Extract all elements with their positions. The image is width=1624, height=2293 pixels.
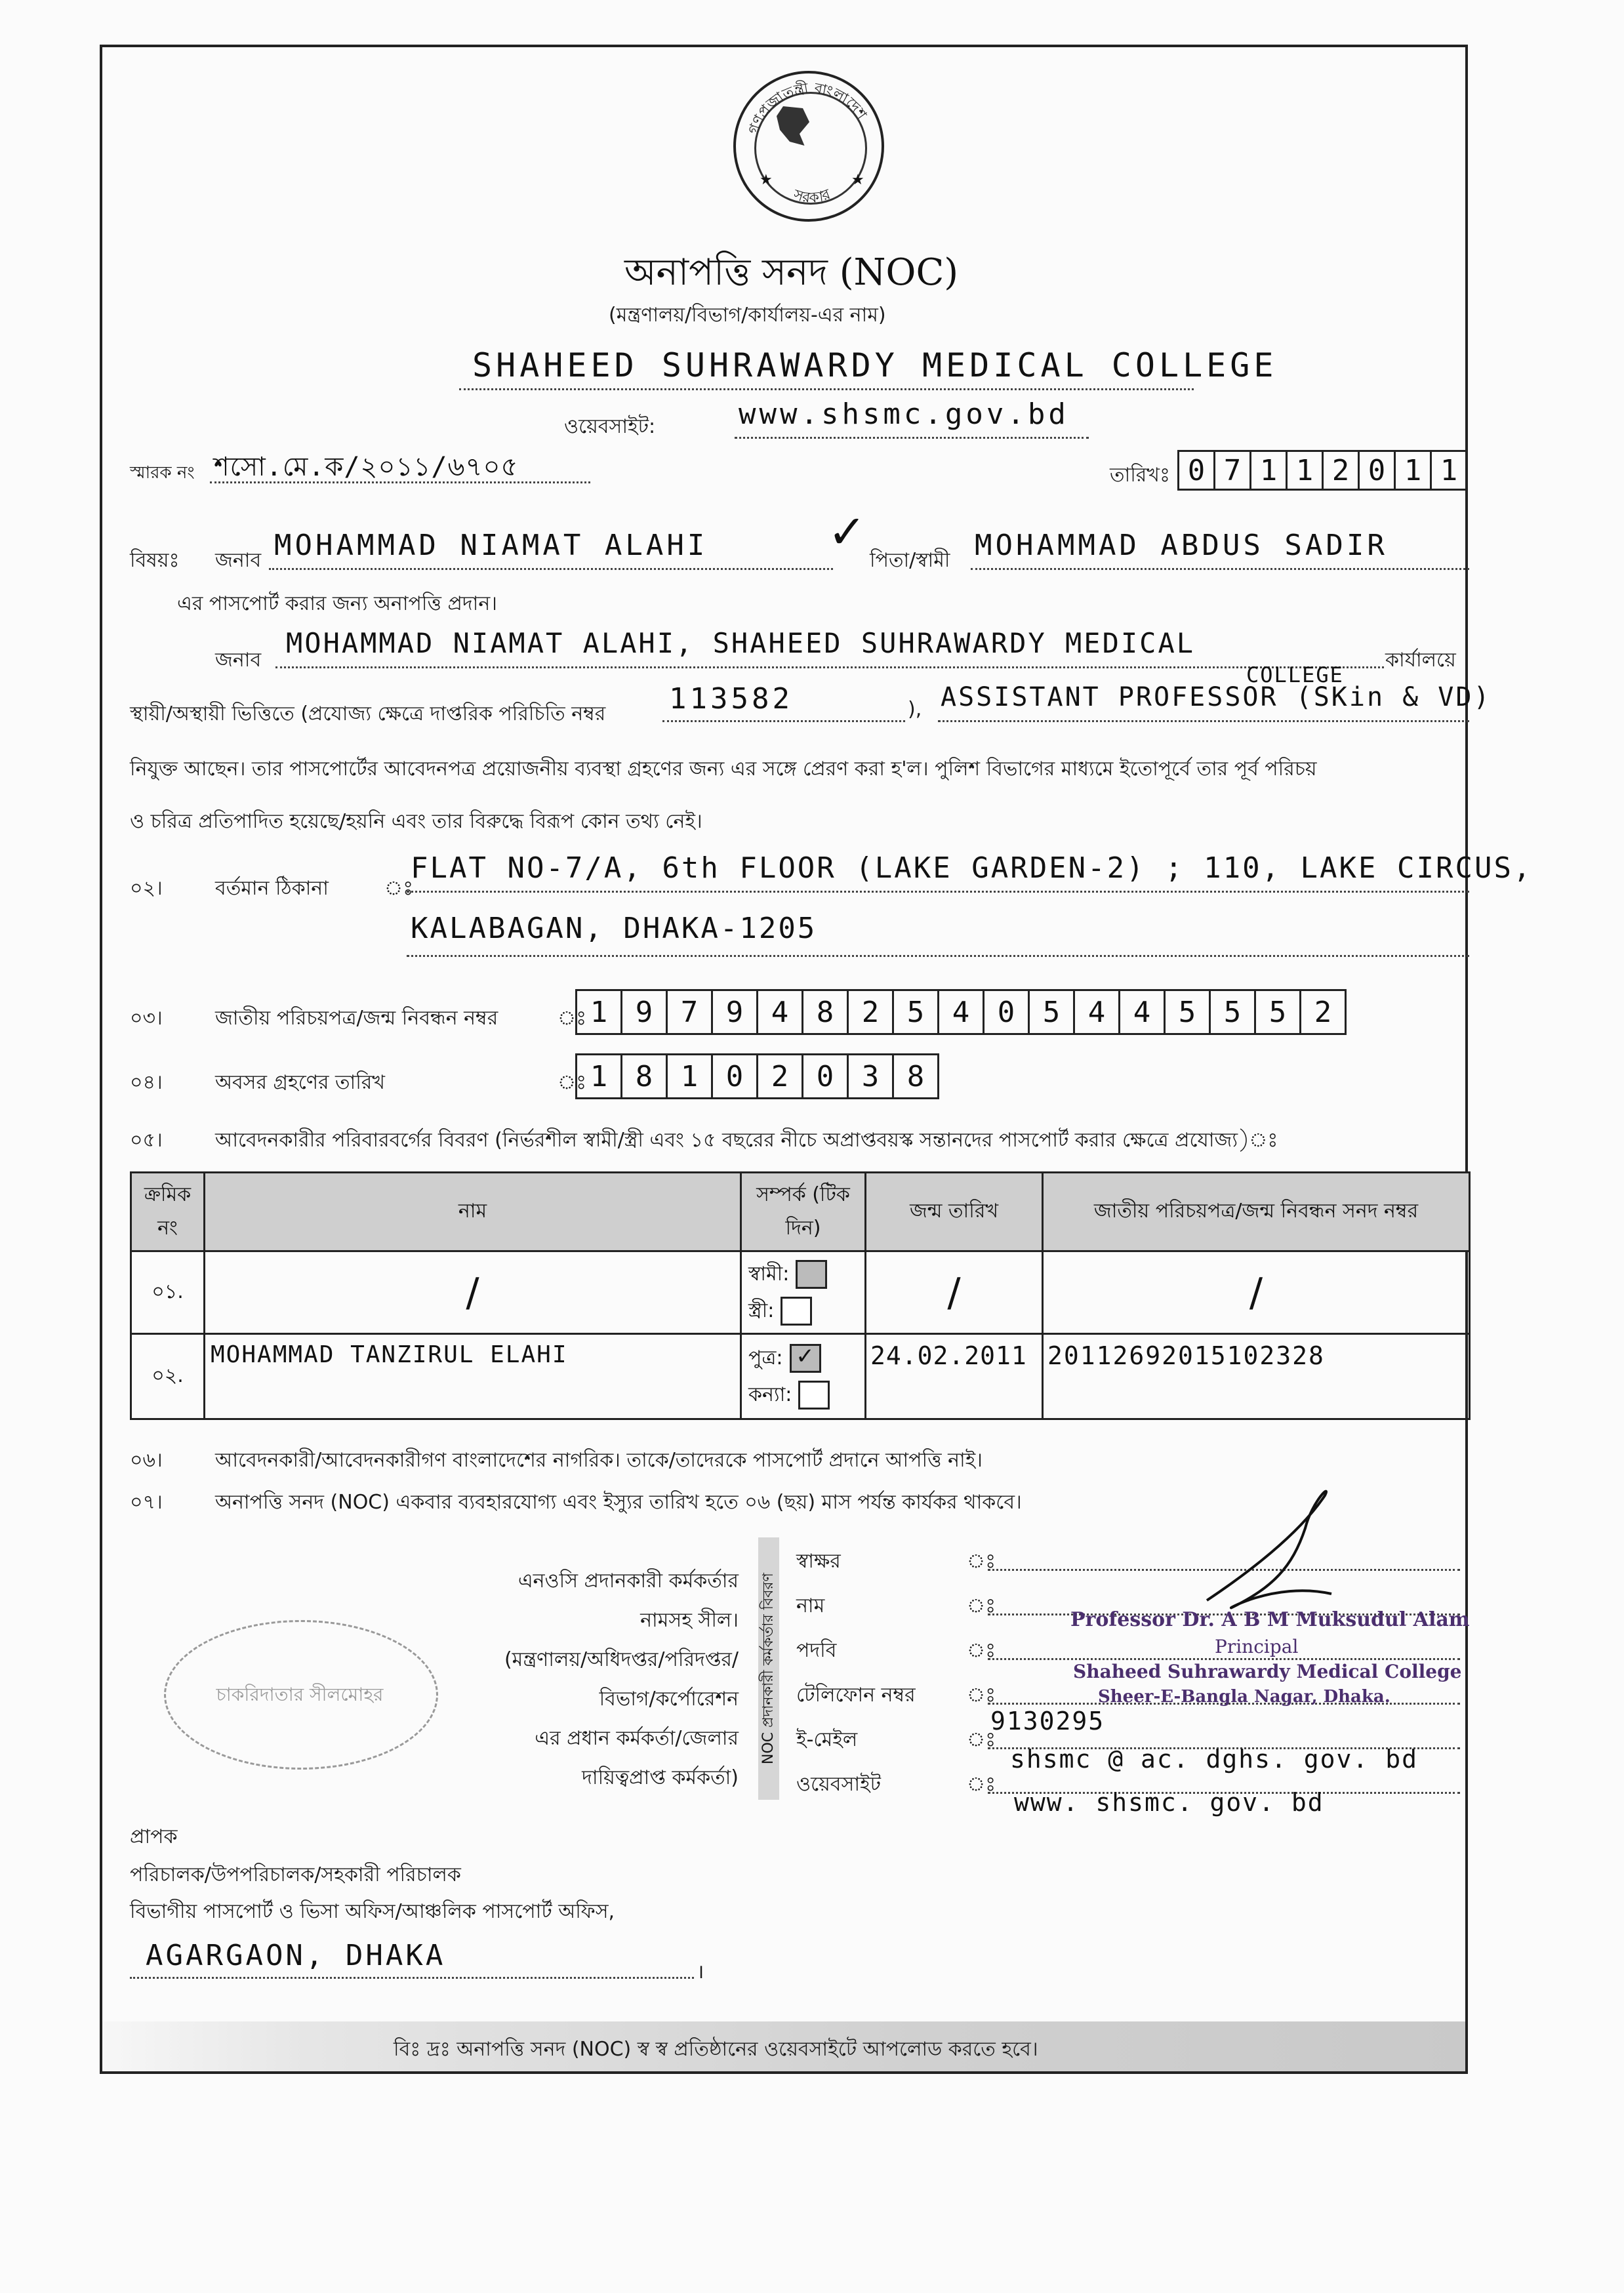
row-relation	[741, 1334, 866, 1419]
permanent-prefix: স্থায়ী/অস্থায়ী ভিত্তিতে (প্রযোজ্য ক্ষেত্রে দাপ্তরিক পরিচিতি নম্বর	[130, 702, 606, 725]
wife-checkbox[interactable]	[781, 1297, 812, 1326]
relation-son-label: পুত্র:	[748, 1346, 783, 1370]
government-seal	[733, 71, 884, 222]
field-colon: ঃ	[967, 1594, 996, 1617]
official-id-number: 113582	[669, 682, 793, 716]
date-digit: 0	[1177, 450, 1215, 491]
address-line1: FLAT NO-7/A, 6th FLOOR (LAKE GARDEN-2) ; 110, LAKE CIRCUS,	[411, 851, 1533, 885]
retirement-digit: 3	[847, 1053, 894, 1099]
date-digit: 1	[1394, 450, 1432, 491]
field-colon: ঃ	[967, 1773, 996, 1796]
table-row	[131, 1251, 1470, 1334]
field-label-email: ই-মেইল	[796, 1728, 858, 1751]
field-label-designation: পদবি	[796, 1639, 837, 1662]
field-label-phone: টেলিফোন নম্বর	[796, 1684, 916, 1707]
field-colon: ঃ	[967, 1639, 996, 1662]
signatory-line: নামসহ সীল।	[640, 1609, 739, 1632]
relation-daughter-label: কন্যা:	[748, 1383, 792, 1406]
seal-bottom-text: সরকার	[791, 186, 833, 207]
header-nid: জাতীয় পরিচয়পত্র/জন্ম নিবন্ধন সনদ নম্বর	[1043, 1173, 1470, 1251]
memo-line	[210, 481, 590, 483]
nid-digit: 0	[983, 989, 1030, 1035]
nid-digit: 5	[892, 989, 939, 1035]
seal-top-text: গণপ্রজাতন্ত্রী বাংলাদেশ	[745, 80, 870, 136]
retirement-digit: 0	[802, 1053, 849, 1099]
memo-value: শসো.মে.ক/২০১১/৬৭০৫	[214, 452, 519, 482]
person-office-line	[275, 666, 1384, 668]
retirement-digit: 0	[711, 1053, 758, 1099]
date-boxes	[1179, 450, 1468, 491]
date-digit: 2	[1322, 450, 1360, 491]
header-relation: সম্পর্ক (টিক দিন)	[741, 1173, 866, 1251]
footer-note: বিঃ দ্রঃ অনাপত্তি সনদ (NOC) স্ব স্ব প্রতিষ্ঠানের ওয়েবসাইটে আপলোড করতে হবে।	[394, 2038, 1038, 2061]
applicant-name-line	[269, 568, 833, 570]
signatory-line: বিভাগ/কর্পোরেশন	[599, 1688, 739, 1711]
relation-husband-label: স্বামী:	[748, 1262, 790, 1286]
recipient-line1: পরিচালক/উপপরিচালক/সহকারী পরিচালক	[130, 1863, 461, 1886]
row-nid: 20112692015102328	[1043, 1334, 1470, 1419]
body-line3: নিযুক্ত আছেন। তার পাসপোর্টের আবেদনপত্র প্রয়োজনীয় ব্যবস্থা গ্রহণের জন্য এর সঙ্গে প্রেরণ করা হ'ল। পুলিশ বিভাগের মাধ্যমে ইতোপূর্বে তার পূর্ব পরিচয়	[130, 758, 1317, 781]
field-colon: ঃ	[967, 1550, 996, 1573]
body-mr-label: জনাব	[215, 649, 262, 672]
stamp-org: Shaheed Suhrawardy Medical College	[1073, 1661, 1462, 1682]
row-name: MOHAMMAD TANZIRUL ELAHI	[205, 1334, 741, 1419]
address-line2: KALABAGAN, DHAKA-1205	[411, 912, 817, 945]
field-label-signature: স্বাক্ষর	[796, 1550, 841, 1573]
date-digit: 0	[1358, 450, 1396, 491]
daughter-checkbox[interactable]	[798, 1381, 830, 1410]
address-line2-rule	[407, 955, 1469, 957]
svg-text:সরকার	[791, 186, 834, 207]
office-suffix: কার্যালয়ে	[1385, 649, 1456, 672]
nid-digit: 2	[1299, 989, 1347, 1035]
body-line4: ও চরিত্র প্রতিপাদিত হয়েছে/হয়নি এবং তার বিরুদ্ধে বিরূপ কোন তথ্য নেই।	[130, 810, 702, 833]
subject-mr-label: জনাব	[215, 549, 262, 572]
recipient-line2: বিভাগীয় পাসপোর্ট ও ভিসা অফিস/আঞ্চলিক পাসপোর্ট অফিস,	[130, 1900, 615, 1923]
seal-text-ring	[736, 73, 887, 224]
stamp-name: Professor Dr. A B M Muksudul Alam	[1070, 1608, 1470, 1631]
nid-digit: 1	[575, 989, 622, 1035]
row-nid: /	[1043, 1251, 1470, 1334]
header-dob: জন্ম তারিখ	[866, 1173, 1043, 1251]
date-digit: 7	[1213, 450, 1251, 491]
recipient-office-line	[130, 1977, 694, 1979]
nid-colon: ঃ	[558, 1007, 587, 1030]
field-label-name: নাম	[796, 1594, 825, 1617]
checkmark-icon: ✓	[828, 505, 866, 559]
item6-text: আবেদনকারী/আবেদনকারীগণ বাংলাদেশের নাগরিক। তাকে/তাদেরকে পাসপোর্ট প্রদানে আপত্তি নাই।	[215, 1449, 983, 1472]
retirement-digit: 1	[666, 1053, 713, 1099]
nid-digit: 8	[802, 989, 849, 1035]
nid-boxes	[577, 989, 1347, 1035]
item3-number: ০৩।	[130, 1007, 163, 1030]
row-relation	[741, 1251, 866, 1334]
father-name-line	[971, 568, 1469, 570]
date-digit: 1	[1286, 450, 1324, 491]
signatory-line: (মন্ত্রণালয়/অধিদপ্তর/পরিদপ্তর/	[504, 1648, 739, 1671]
address-line1-rule	[407, 891, 1469, 893]
website-field-value: www. shsmc. gov. bd	[1014, 1788, 1324, 1817]
star-icon: ★	[760, 172, 773, 188]
website-line	[735, 437, 1089, 439]
retirement-colon: ঃ	[558, 1071, 587, 1094]
row-dob: /	[866, 1251, 1043, 1334]
retirement-digit: 8	[620, 1053, 668, 1099]
row-name: /	[205, 1251, 741, 1334]
item4-number: ০৪।	[130, 1071, 163, 1094]
retirement-digit: 1	[575, 1053, 622, 1099]
nid-digit: 9	[620, 989, 668, 1035]
signatory-line: এনওসি প্রদানকারী কর্মকর্তার	[518, 1570, 739, 1593]
college-word: COLLEGE	[1246, 662, 1344, 687]
nid-digit: 5	[1028, 989, 1075, 1035]
date-digit: 1	[1430, 450, 1468, 491]
address-label: বর্তমান ঠিকানা	[215, 877, 329, 900]
nid-digit: 4	[1073, 989, 1120, 1035]
signatory-line: এর প্রধান কর্মকর্তা/জেলার	[535, 1727, 739, 1750]
office-name-line	[459, 388, 1194, 390]
website-value: www.shsmc.gov.bd	[739, 397, 1069, 431]
office-name: SHAHEED SUHRAWARDY MEDICAL COLLEGE	[472, 346, 1278, 384]
field-colon: ঃ	[967, 1728, 996, 1751]
designation-field-line	[988, 1658, 1460, 1660]
item2-number: ০২।	[130, 877, 163, 900]
subject-line2: এর পাসপোর্ট করার জন্য অনাপত্তি প্রদান।	[177, 592, 497, 615]
email-value: shsmc @ ac. dghs. gov. bd	[1010, 1745, 1418, 1774]
family-table	[130, 1171, 1471, 1420]
field-label-website: ওয়েবসাইট	[796, 1773, 881, 1796]
side-label-text: NOC প্রদানকারী কর্মকর্তার বিবরণ	[760, 1573, 777, 1764]
document-title: অনাপত্তি সনদ (NOC)	[624, 251, 959, 294]
employer-stamp-text: চাকরিদাতার সীলমোহর	[216, 1684, 384, 1705]
family-label: আবেদনকারীর পরিবারবর্গের বিবরণ (নির্ভরশীল স্বামী/স্ত্রী এবং ১৫ বছরের নীচে অপ্রাপ্তবয়স্ক সন্তানদের পাসপোর্ট করার ক্ষেত্রে প্রযোজ্য)ঃ	[215, 1129, 1278, 1152]
field-colon: ঃ	[967, 1684, 996, 1707]
date-label: তারিখঃ	[1110, 464, 1170, 487]
item5-number: ০৫।	[130, 1129, 163, 1152]
nid-label: জাতীয় পরিচয়পত্র/জন্ম নিবন্ধন নম্বর	[215, 1007, 498, 1030]
designation: ASSISTANT PROFESSOR (SKin & VD)	[941, 682, 1492, 712]
recipient-label: প্রাপক	[130, 1825, 178, 1848]
id-suffix: ),	[908, 698, 922, 721]
header-name: নাম	[205, 1173, 741, 1251]
signatory-line: দায়িত্বপ্রাপ্ত কর্মকর্তা)	[582, 1766, 739, 1789]
nid-digit: 4	[1118, 989, 1166, 1035]
nid-digit: 5	[1209, 989, 1256, 1035]
retirement-digit: 2	[756, 1053, 803, 1099]
item7-number: ০৭।	[130, 1491, 163, 1514]
relation-wife-label: স্ত্রী:	[748, 1299, 775, 1322]
nid-digit: 4	[756, 989, 803, 1035]
subject-label: বিষয়ঃ	[130, 549, 180, 572]
father-name: MOHAMMAD ABDUS SADIR	[975, 529, 1388, 562]
applicant-name: MOHAMMAD NIAMAT ALAHI	[274, 529, 708, 562]
nid-digit: 9	[711, 989, 758, 1035]
star-icon: ★	[851, 172, 864, 188]
husband-checkbox[interactable]	[796, 1260, 827, 1289]
stamp-address: Sheer-E-Bangla Nagar, Dhaka.	[1098, 1687, 1391, 1707]
recipient-office: AGARGAON, DHAKA	[146, 1939, 446, 1972]
nid-digit: 5	[1164, 989, 1211, 1035]
recipient-end: ।	[697, 1960, 704, 1983]
row-serial: ০১.	[131, 1251, 205, 1334]
retirement-digit: 8	[892, 1053, 939, 1099]
header-serial: ক্রমিক নং	[131, 1173, 205, 1251]
father-label: পিতা/স্বামী	[870, 549, 950, 572]
table-row	[131, 1334, 1470, 1419]
document-subtitle: (মন্ত্রণালয়/বিভাগ/কার্যালয়-এর নাম)	[609, 304, 886, 327]
retirement-boxes	[577, 1053, 939, 1099]
son-checkbox-checked[interactable]: ✓	[790, 1344, 821, 1373]
website-label: ওয়েবসাইট:	[564, 415, 656, 438]
designation-line	[938, 720, 1469, 722]
date-digit: 1	[1249, 450, 1288, 491]
address-colon: ঃ	[384, 877, 414, 900]
phone-value: 9130295	[990, 1707, 1105, 1735]
row-serial: ০২.	[131, 1334, 205, 1419]
svg-text:গণপ্রজাতন্ত্রী বাংলাদেশ	[745, 79, 870, 136]
memo-label: স্মারক নং	[130, 463, 195, 483]
person-and-office: MOHAMMAD NIAMAT ALAHI, SHAHEED SUHRAWARDY MEDICAL	[286, 627, 1196, 659]
family-table-header	[131, 1173, 1470, 1251]
official-id-line	[662, 720, 905, 722]
item6-number: ০৬।	[130, 1449, 163, 1472]
retirement-label: অবসর গ্রহণের তারিখ	[215, 1071, 385, 1094]
nid-digit: 5	[1254, 989, 1301, 1035]
stamp-title: Principal	[1215, 1636, 1299, 1657]
nid-digit: 2	[847, 989, 894, 1035]
nid-digit: 7	[666, 989, 713, 1035]
nid-digit: 4	[937, 989, 985, 1035]
item7-text: অনাপত্তি সনদ (NOC) একবার ব্যবহারযোগ্য এবং ইস্যুর তারিখ হতে ০৬ (ছয়) মাস পর্যন্ত কার্যকর থাকবে।	[215, 1491, 1022, 1514]
row-dob: 24.02.2011	[866, 1334, 1043, 1419]
